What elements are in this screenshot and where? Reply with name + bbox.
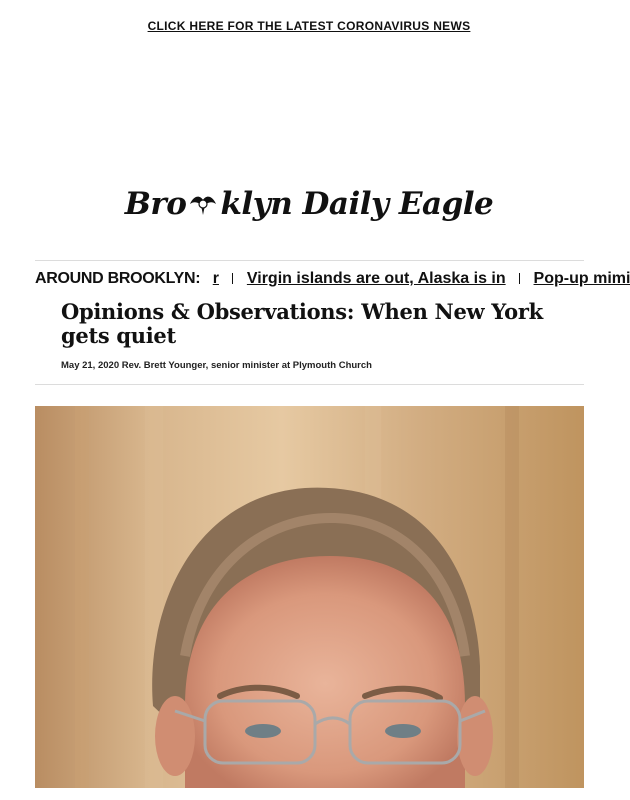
around-brooklyn-ticker <box>35 265 630 293</box>
ticker-item[interactable]: Pop-up mimi <box>533 270 630 287</box>
article-date: May 21, 2020 <box>61 360 120 371</box>
article-headline: Opinions & Observations: When New York gets quiet <box>61 299 543 348</box>
ticker-top-divider <box>35 260 584 261</box>
article-byline <box>61 360 561 371</box>
eagle-icon <box>188 189 218 219</box>
article-author: Rev. Brett Younger, senior minister at Plymouth Church <box>121 360 372 371</box>
byline-divider <box>35 384 584 385</box>
ticker-separator <box>232 273 233 284</box>
logo-text-part2: klyn Daily Eagle <box>220 186 494 222</box>
ticker-label: AROUND BROOKLYN: <box>35 270 201 287</box>
logo-text-part1: Bro <box>124 186 187 222</box>
ticker-item[interactable]: Virgin islands are out, Alaska is in <box>246 270 506 287</box>
portrait-photo <box>35 406 584 788</box>
site-logo[interactable] <box>0 186 618 222</box>
coronavirus-news-link[interactable]: CLICK HERE FOR THE LATEST CORONAVIRUS NEWS <box>147 19 471 33</box>
ticker-separator <box>519 273 520 284</box>
ticker-item[interactable]: r <box>212 270 219 287</box>
